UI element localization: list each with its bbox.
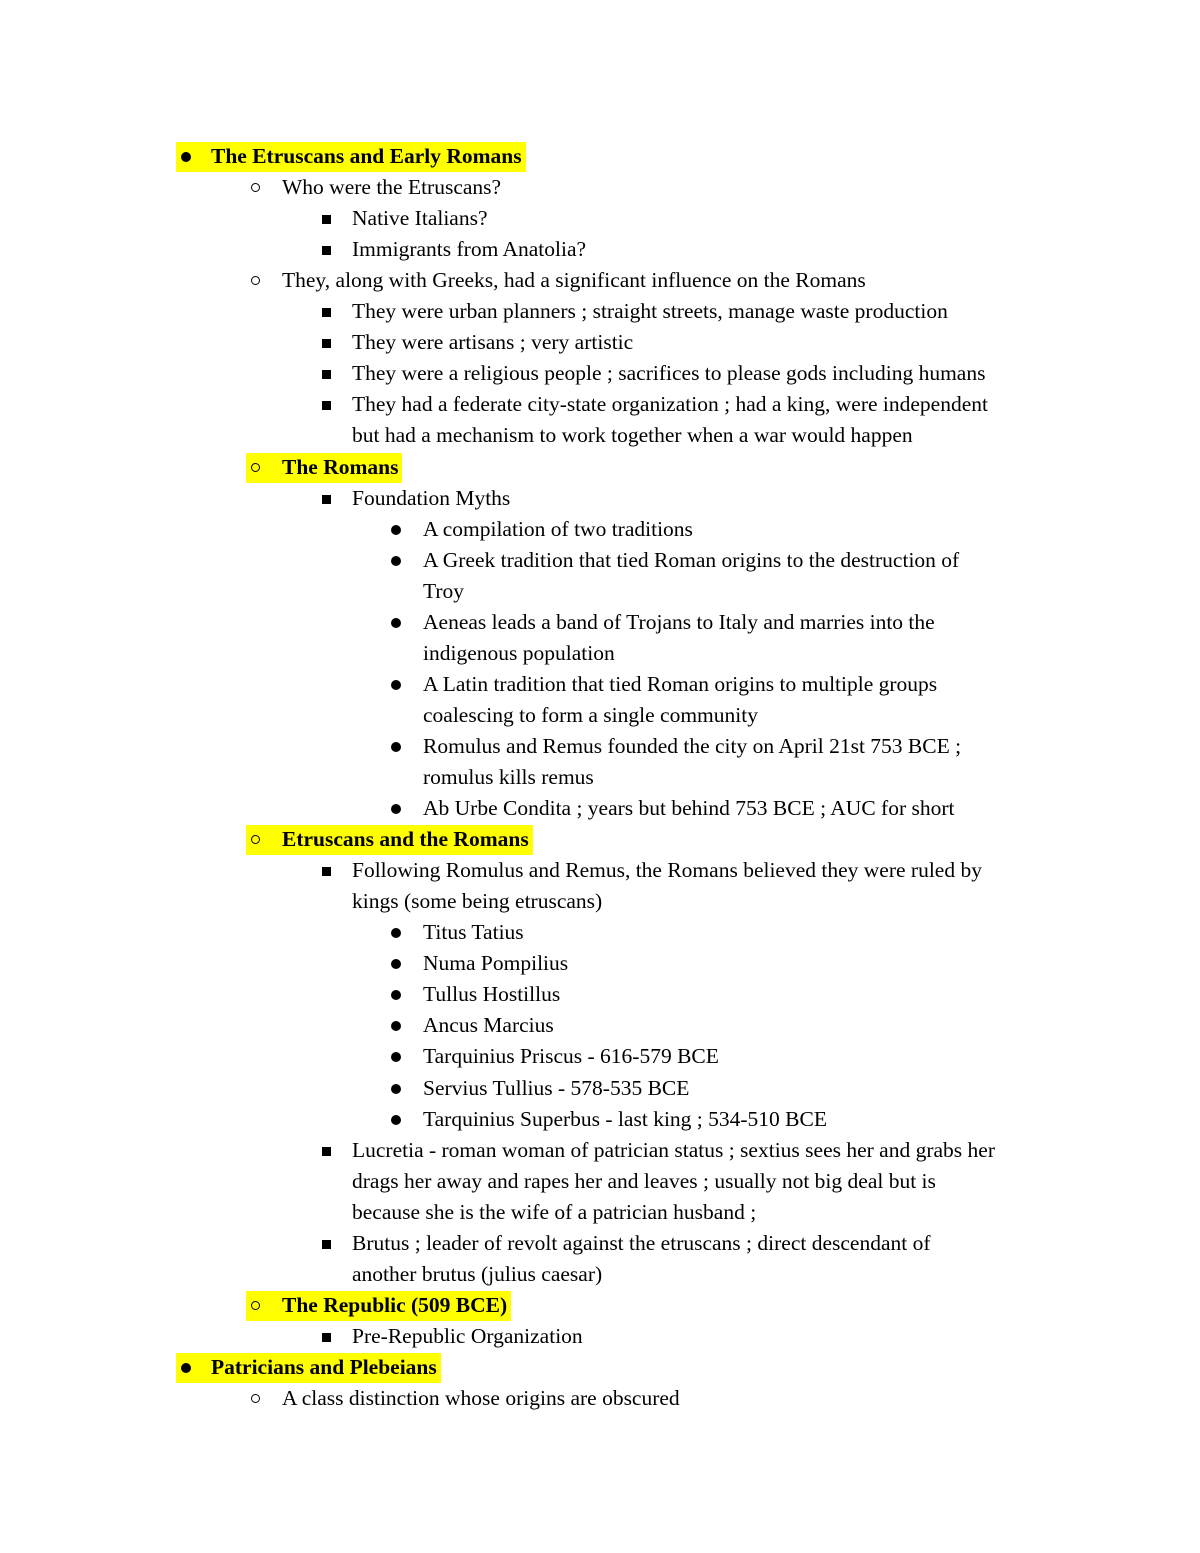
outline-item-level-4: [0, 514, 1200, 545]
outline-item-level-4: [0, 1073, 1200, 1104]
outline-item-text: Patricians and Plebeians: [211, 1355, 437, 1379]
outline-item-text: Following Romulus and Remus, the Romans believed they were ruled by: [352, 858, 982, 882]
outline-continuation-line: [0, 638, 1200, 669]
outline-item-level-4: [0, 1010, 1200, 1041]
outline-item-level-3: [0, 296, 1200, 327]
outline-item-level-3: [0, 327, 1200, 358]
outline-continuation-line: [0, 1259, 1200, 1290]
outline-item-text: A Greek tradition that tied Roman origins to the destruction of: [423, 548, 960, 572]
outline-item-level-4: [0, 607, 1200, 638]
outline-item-level-4: [0, 731, 1200, 762]
outline-item-level-4: [0, 917, 1200, 948]
outline-item-level-3: [0, 1135, 1200, 1166]
outline-item-text: Aeneas leads a band of Trojans to Italy and marries into the: [423, 610, 935, 634]
outline-item-text: Servius Tullius - 578-535 BCE: [423, 1076, 690, 1100]
outline-item-level-1: [0, 141, 1200, 172]
outline-item-text: Who were the Etruscans?: [282, 175, 502, 199]
outline-item-text: The Etruscans and Early Romans: [211, 144, 522, 168]
outline-item-text: Lucretia - roman woman of patrician status ; sextius sees her and grabs her: [352, 1138, 995, 1162]
outline-item-level-1: [0, 1352, 1200, 1383]
outline-item-level-4: [0, 793, 1200, 824]
outline-item-text: Romulus and Remus founded the city on April 21st 753 BCE ;: [423, 734, 962, 758]
outline-item-level-2: [0, 452, 1200, 483]
outline-item-level-2: [0, 824, 1200, 855]
outline-item-text: They were urban planners ; straight streets, manage waste production: [352, 299, 948, 323]
outline-item-text: They were artisans ; very artistic: [352, 330, 634, 354]
outline-item-level-4: [0, 979, 1200, 1010]
outline-item-text: Pre-Republic Organization: [352, 1324, 583, 1348]
outline-item-text: They were a religious people ; sacrifices to please gods including humans: [352, 361, 986, 385]
outline-continuation-line: [0, 1197, 1200, 1228]
outline-item-level-3: [0, 483, 1200, 514]
outline-item-level-4: [0, 1104, 1200, 1135]
outline-item-level-3: [0, 234, 1200, 265]
outline-item-level-2: [0, 1383, 1200, 1414]
outline-item-level-3: [0, 1228, 1200, 1259]
outline-item-text: Brutus ; leader of revolt against the etruscans ; direct descendant of: [352, 1231, 931, 1255]
outline-item-text: A class distinction whose origins are obscured: [282, 1386, 680, 1410]
outline-continuation-line: [0, 886, 1200, 917]
outline-item-text: Tarquinius Priscus - 616-579 BCE: [423, 1044, 719, 1068]
outline-continuation-line: [0, 420, 1200, 451]
outline-item-text: Ab Urbe Condita ; years but behind 753 BCE ; AUC for short: [423, 796, 955, 820]
outline-item-text: Numa Pompilius: [423, 951, 569, 975]
outline-item-level-4: [0, 948, 1200, 979]
outline-item-text: but had a mechanism to work together when a war would happen: [352, 423, 913, 447]
outline-item-text: A compilation of two traditions: [423, 517, 693, 541]
outline-item-level-3: [0, 358, 1200, 389]
outline-item-text: kings (some being etruscans): [352, 889, 603, 913]
outline-item-text: Native Italians?: [352, 206, 488, 230]
outline-item-text: because she is the wife of a patrician husband ;: [352, 1200, 757, 1224]
outline-item-text: Ancus Marcius: [423, 1013, 554, 1037]
outline-item-text: They had a federate city-state organization ; had a king, were independent: [352, 392, 988, 416]
outline-item-text: drags her away and rapes her and leaves ; usually not big deal but is: [352, 1169, 936, 1193]
outline-item-text: romulus kills remus: [423, 765, 594, 789]
outline-item-level-4: [0, 545, 1200, 576]
outline-item-text: coalescing to form a single community: [423, 703, 758, 727]
outline-item-text: Titus Tatius: [423, 920, 524, 944]
outline-item-text: Tarquinius Superbus - last king ; 534-510 BCE: [423, 1107, 827, 1131]
outline-continuation-line: [0, 762, 1200, 793]
outline-continuation-line: [0, 700, 1200, 731]
outline-item-level-3: [0, 203, 1200, 234]
outline-item-level-3: [0, 1321, 1200, 1352]
outline-continuation-line: [0, 1166, 1200, 1197]
outline-item-level-4: [0, 1041, 1200, 1072]
outline-item-text: The Republic (509 BCE): [282, 1293, 508, 1317]
outline-item-text: They, along with Greeks, had a significant influence on the Romans: [282, 268, 866, 292]
outline-item-text: Troy: [423, 579, 465, 603]
outline-item-text: Immigrants from Anatolia?: [352, 237, 587, 261]
outline-continuation-line: [0, 576, 1200, 607]
outline-item-text: Etruscans and the Romans: [282, 827, 529, 851]
outline-item-level-2: [0, 1290, 1200, 1321]
outline-item-level-3: [0, 389, 1200, 420]
outline-item-level-2: [0, 265, 1200, 296]
outline-item-text: indigenous population: [423, 641, 615, 665]
outline-item-text: Tullus Hostillus: [423, 982, 561, 1006]
outline-item-text: another brutus (julius caesar): [352, 1262, 603, 1286]
outline-item-text: The Romans: [282, 455, 399, 479]
outline-item-text: Foundation Myths: [352, 486, 511, 510]
outline-item-level-4: [0, 669, 1200, 700]
outline-item-level-2: [0, 172, 1200, 203]
outline-item-level-3: [0, 855, 1200, 886]
outline-item-text: A Latin tradition that tied Roman origins to multiple groups: [423, 672, 938, 696]
